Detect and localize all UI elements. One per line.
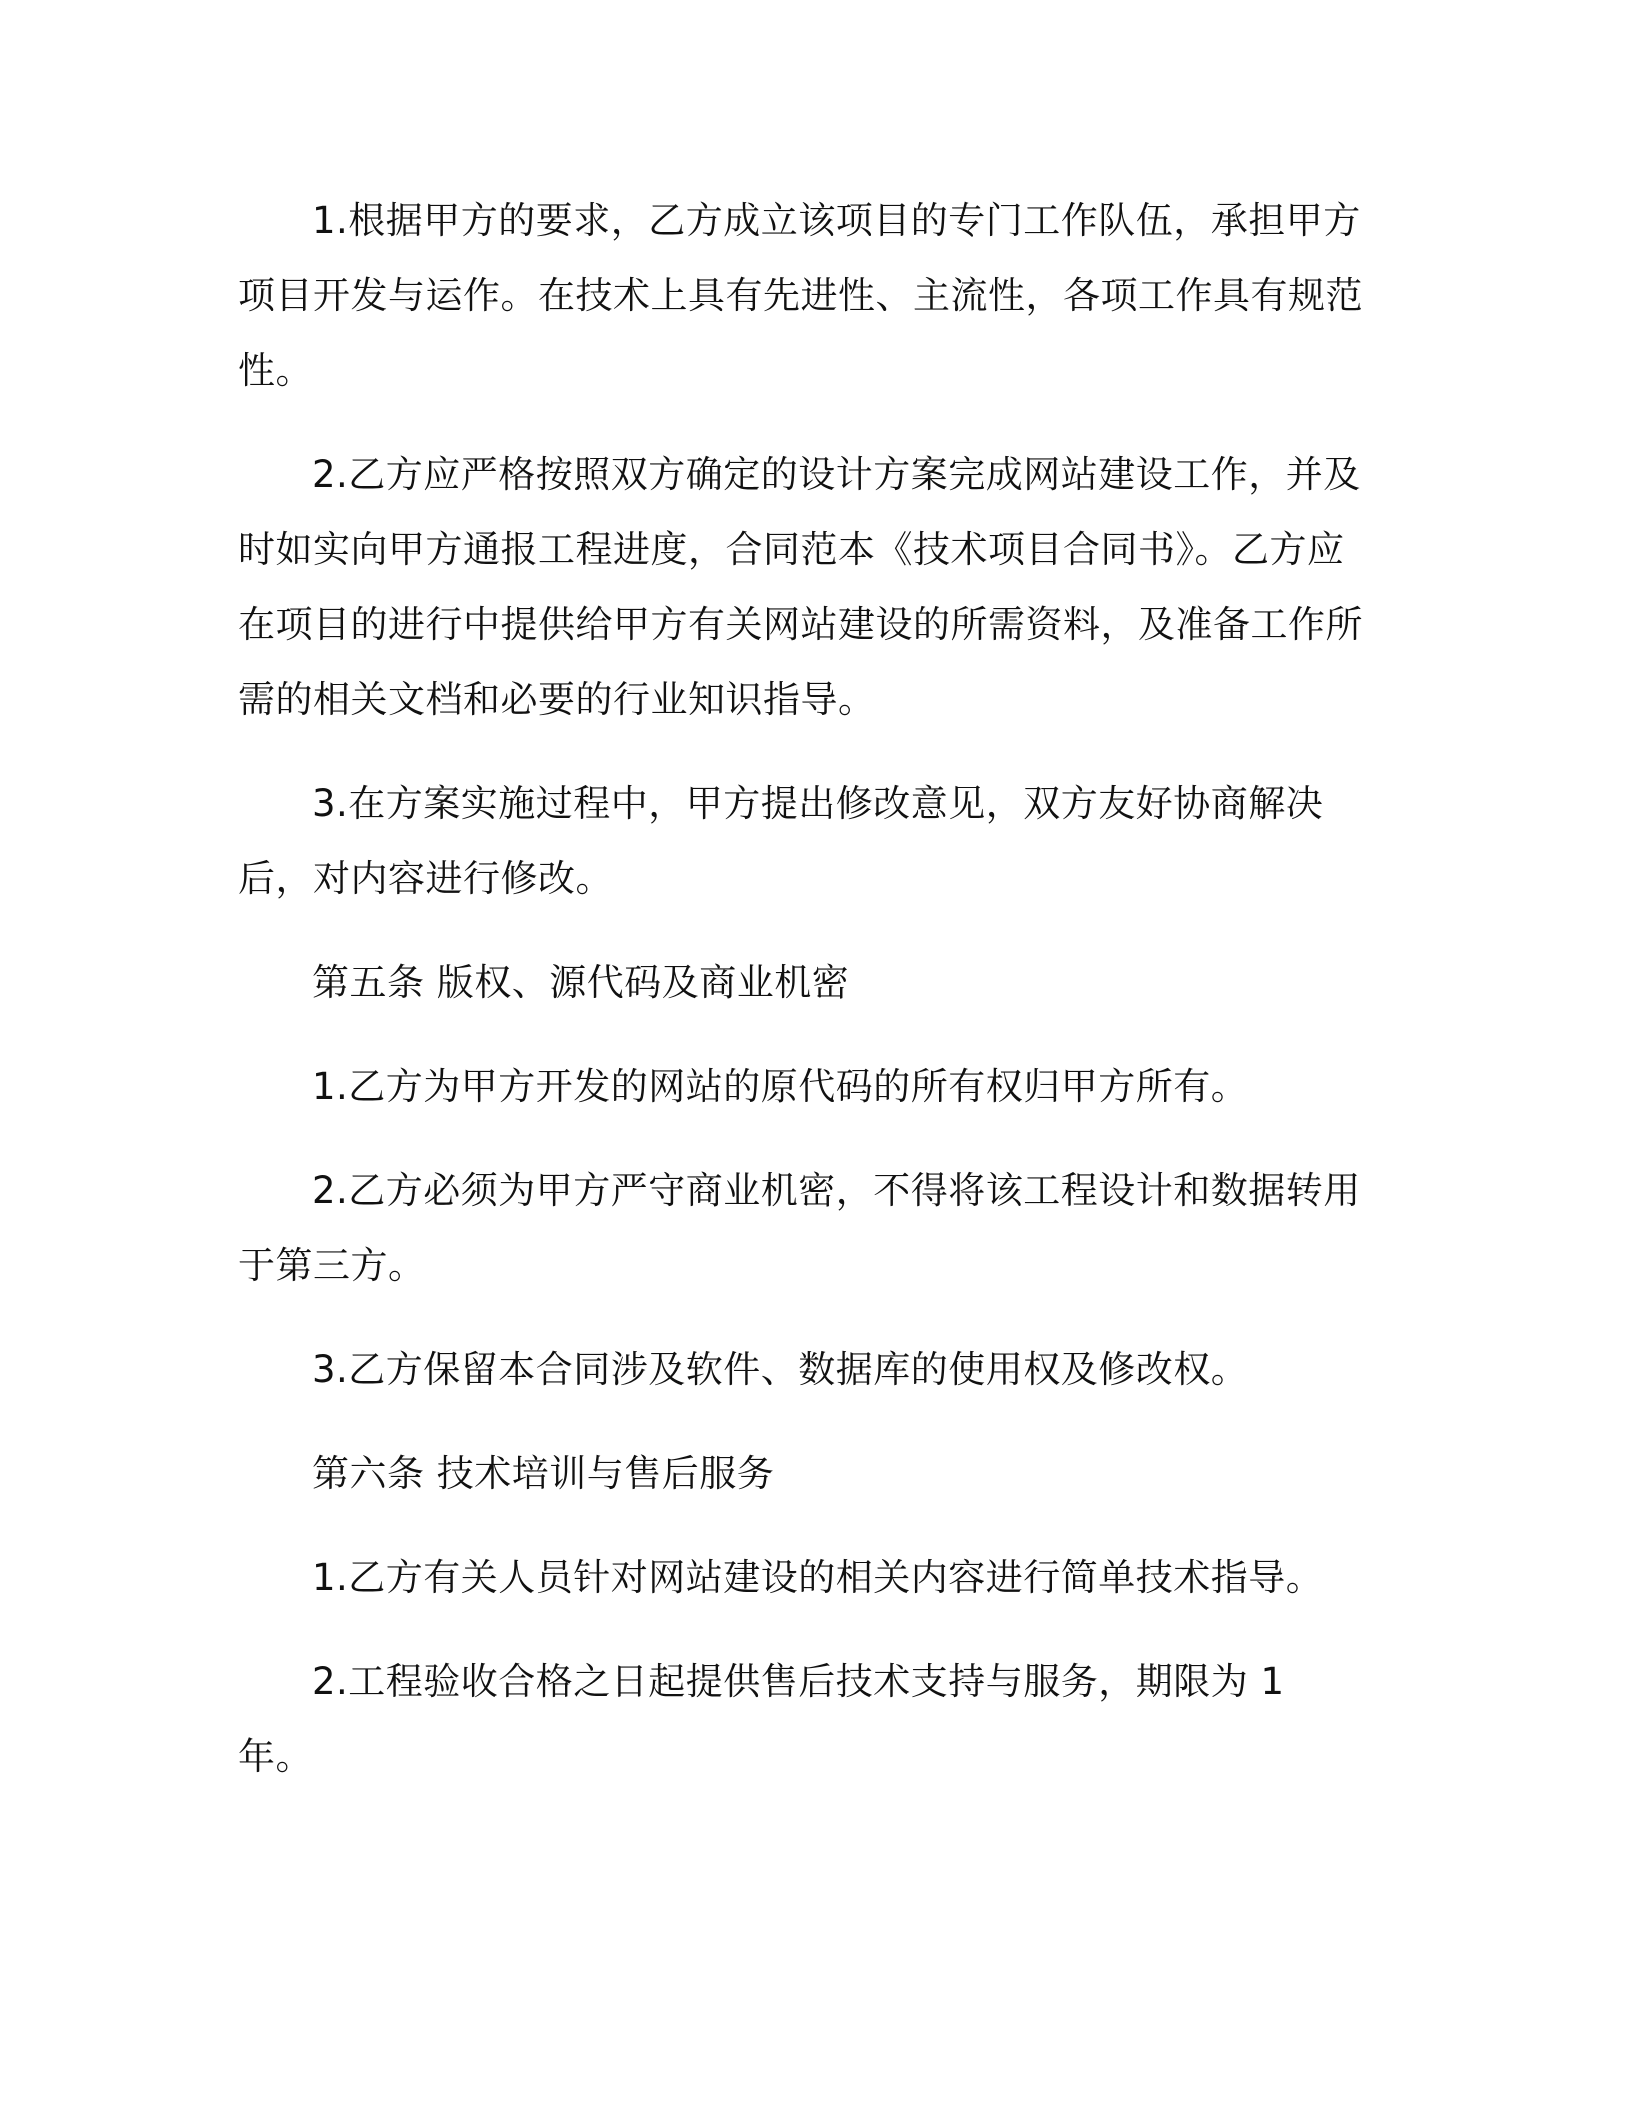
clause-paragraph: 3.乙方保留本合同涉及软件、数据库的使用权及修改权。 <box>312 1348 1249 1391</box>
article-heading: 第六条 技术培训与售后服务 <box>312 1452 775 1495</box>
document-body <box>238 183 1368 1823</box>
clause-paragraph: 1.乙方有关人员针对网站建设的相关内容进行简单技术指导。 <box>312 1556 1324 1599</box>
clause-paragraph: 2.乙方必须为甲方严守商业机密，不得将该工程设计和数据转用于第三方。 <box>238 1169 1361 1287</box>
clause-paragraph: 3.在方案实施过程中，甲方提出修改意见，双方友好协商解决后，对内容进行修改。 <box>238 782 1324 900</box>
article-heading: 第五条 版权、源代码及商业机密 <box>312 961 850 1004</box>
clause-paragraph: 1.根据甲方的要求，乙方成立该项目的专门工作队伍，承担甲方项目开发与运作。在技术上具有先进性、主流性，各项工作具有规范性。 <box>238 199 1363 392</box>
clause-paragraph: 2.乙方应严格按照双方确定的设计方案完成网站建设工作，并及时如实向甲方通报工程进度，合同范本《技术项目合同书》。乙方应在项目的进行中提供给甲方有关网站建设的所需资料，及准备工作所需的相关文档和必要的行业知识指导。 <box>238 453 1363 721</box>
clause-paragraph: 1.乙方为甲方开发的网站的原代码的所有权归甲方所有。 <box>312 1065 1249 1108</box>
clause-paragraph: 2.工程验收合格之日起提供售后技术支持与服务，期限为 1 年。 <box>238 1660 1285 1778</box>
